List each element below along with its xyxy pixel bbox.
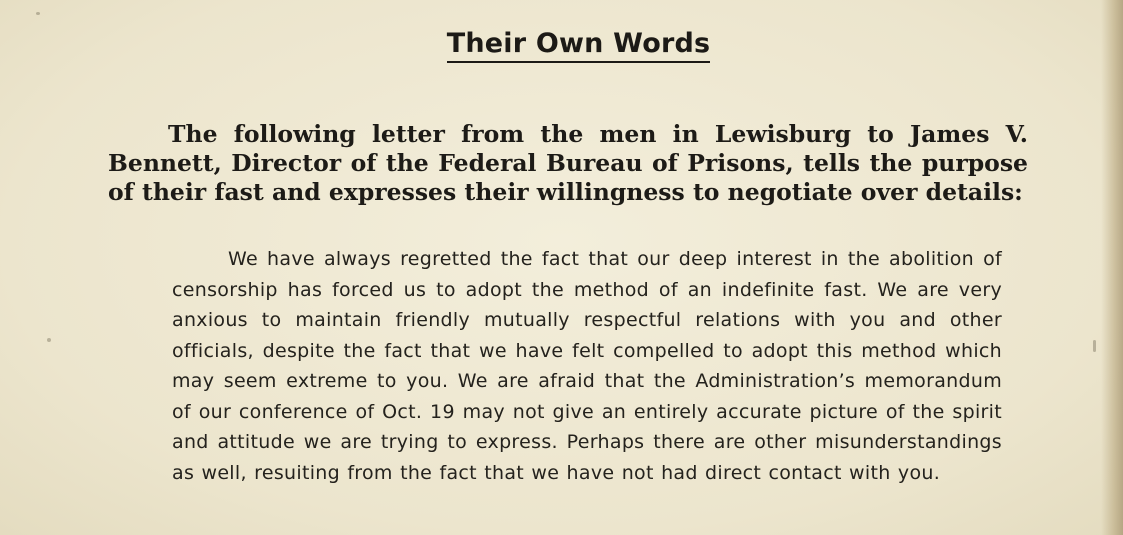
page-title xyxy=(0,28,1123,63)
paper-speck xyxy=(36,12,40,15)
page-edge-shadow xyxy=(1101,0,1123,535)
page-title-text: Their Own Words xyxy=(447,28,711,63)
paper-speck xyxy=(47,338,51,342)
intro-paragraph: The following letter from the men in Lewisburg to James V. Bennett, Director of the Federal Bureau of Prisons, tells the purpose of their fast and expresses their willingness to negotiate over details: xyxy=(108,120,1028,206)
letter-excerpt: We have always regretted the fact that our deep interest in the abolition of censorship has forced us to adopt the method of an indefinite fast. We are very anxious to maintain friendly mutually respectful relations with you and other officials, despite the fact that we have felt compelled to adopt this method which may seem extreme to you. We are afraid that the Administration’s memorandum of our conference of Oct. 19 may not give an entirely accurate picture of the spirit and attitude we are trying to express. Perhaps there are other misunderstandings as well, resuiting from the fact that we have not had direct contact with you. xyxy=(172,248,1002,484)
paper-speck xyxy=(1093,340,1096,352)
